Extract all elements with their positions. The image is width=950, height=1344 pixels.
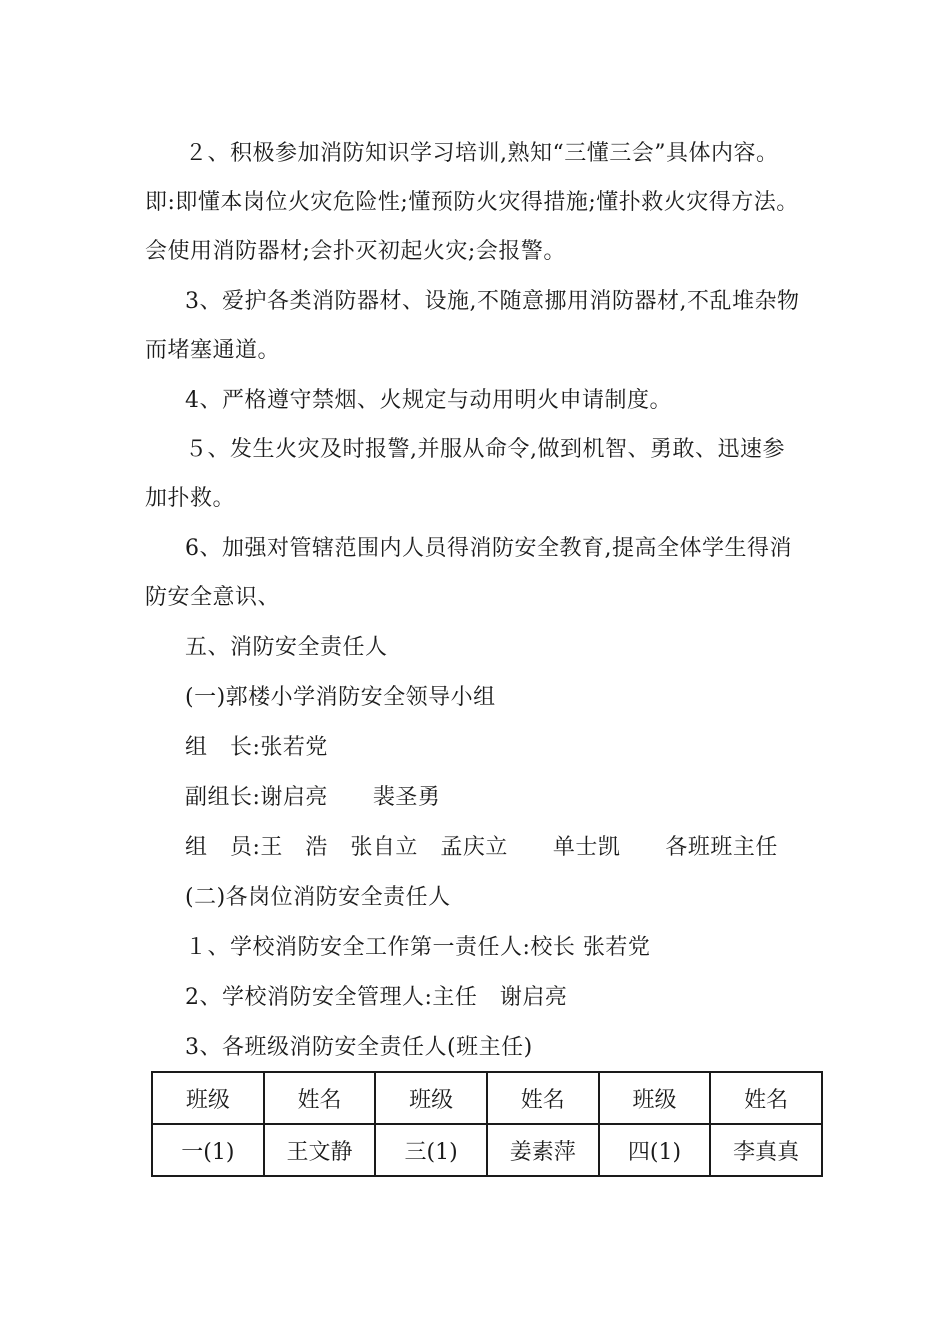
table-header-row — [152, 1072, 822, 1124]
header-cell: 班级 — [152, 1072, 264, 1124]
group-leader-line: 组 长:张若党 — [185, 735, 328, 760]
paragraph-duty-3: 3、爱护各类消防器材、设施,不随意挪用消防器材,不乱堆杂物 — [185, 289, 800, 314]
paragraph-duty-2-cont: 即:即懂本岗位火灾危险性;懂预防火灾得措施;懂扑救火灾得方法。 — [145, 190, 799, 215]
header-cell: 姓名 — [487, 1072, 599, 1124]
subsection-post-responsibility: (二)各岗位消防安全责任人 — [185, 885, 451, 910]
responsible-3-line: 3、各班级消防安全责任人(班主任) — [185, 1035, 533, 1060]
table-cell: 四(1) — [599, 1124, 711, 1176]
table-cell: 李真真 — [710, 1124, 822, 1176]
subsection-leadership-group: (一)郭楼小学消防安全领导小组 — [185, 685, 496, 710]
deputy-leader-line: 副组长:谢启亮 裴圣勇 — [185, 785, 441, 810]
table-cell: 一(1) — [152, 1124, 264, 1176]
table-cell: 王文静 — [264, 1124, 376, 1176]
table-cell: 三(1) — [375, 1124, 487, 1176]
paragraph-duty-5-cont: 加扑救。 — [145, 486, 236, 511]
responsible-2-line: 2、学校消防安全管理人:主任 谢启亮 — [185, 985, 568, 1010]
members-line: 组 员:王 浩 张自立 孟庆立 单士凯 各班班主任 — [185, 835, 778, 860]
paragraph-duty-4: 4、严格遵守禁烟、火规定与动用明火申请制度。 — [185, 388, 672, 413]
paragraph-duty-3-cont: 而堵塞通道。 — [145, 338, 281, 363]
paragraph-duty-5: ５、发生火灾及时报警,并服从命令,做到机智、勇敢、迅速参 — [185, 437, 785, 462]
table-row — [152, 1124, 822, 1176]
paragraph-duty-2-cont2: 会使用消防器材;会扑灭初起火灾;会报警。 — [145, 239, 566, 264]
responsible-1-line: １、学校消防安全工作第一责任人:校长 张若党 — [185, 935, 651, 960]
header-cell: 姓名 — [710, 1072, 822, 1124]
table-cell: 姜素萍 — [487, 1124, 599, 1176]
section-heading-5: 五、消防安全责任人 — [185, 635, 388, 660]
header-cell: 姓名 — [264, 1072, 376, 1124]
paragraph-duty-6: 6、加强对管辖范围内人员得消防安全教育,提高全体学生得消 — [185, 536, 792, 561]
paragraph-duty-6-cont: 防安全意识、 — [145, 585, 281, 610]
header-cell: 班级 — [599, 1072, 711, 1124]
paragraph-duty-2: ２、积极参加消防知识学习培训,熟知“三懂三会”具体内容。 — [185, 141, 779, 166]
class-teacher-table — [151, 1071, 823, 1177]
header-cell: 班级 — [375, 1072, 487, 1124]
